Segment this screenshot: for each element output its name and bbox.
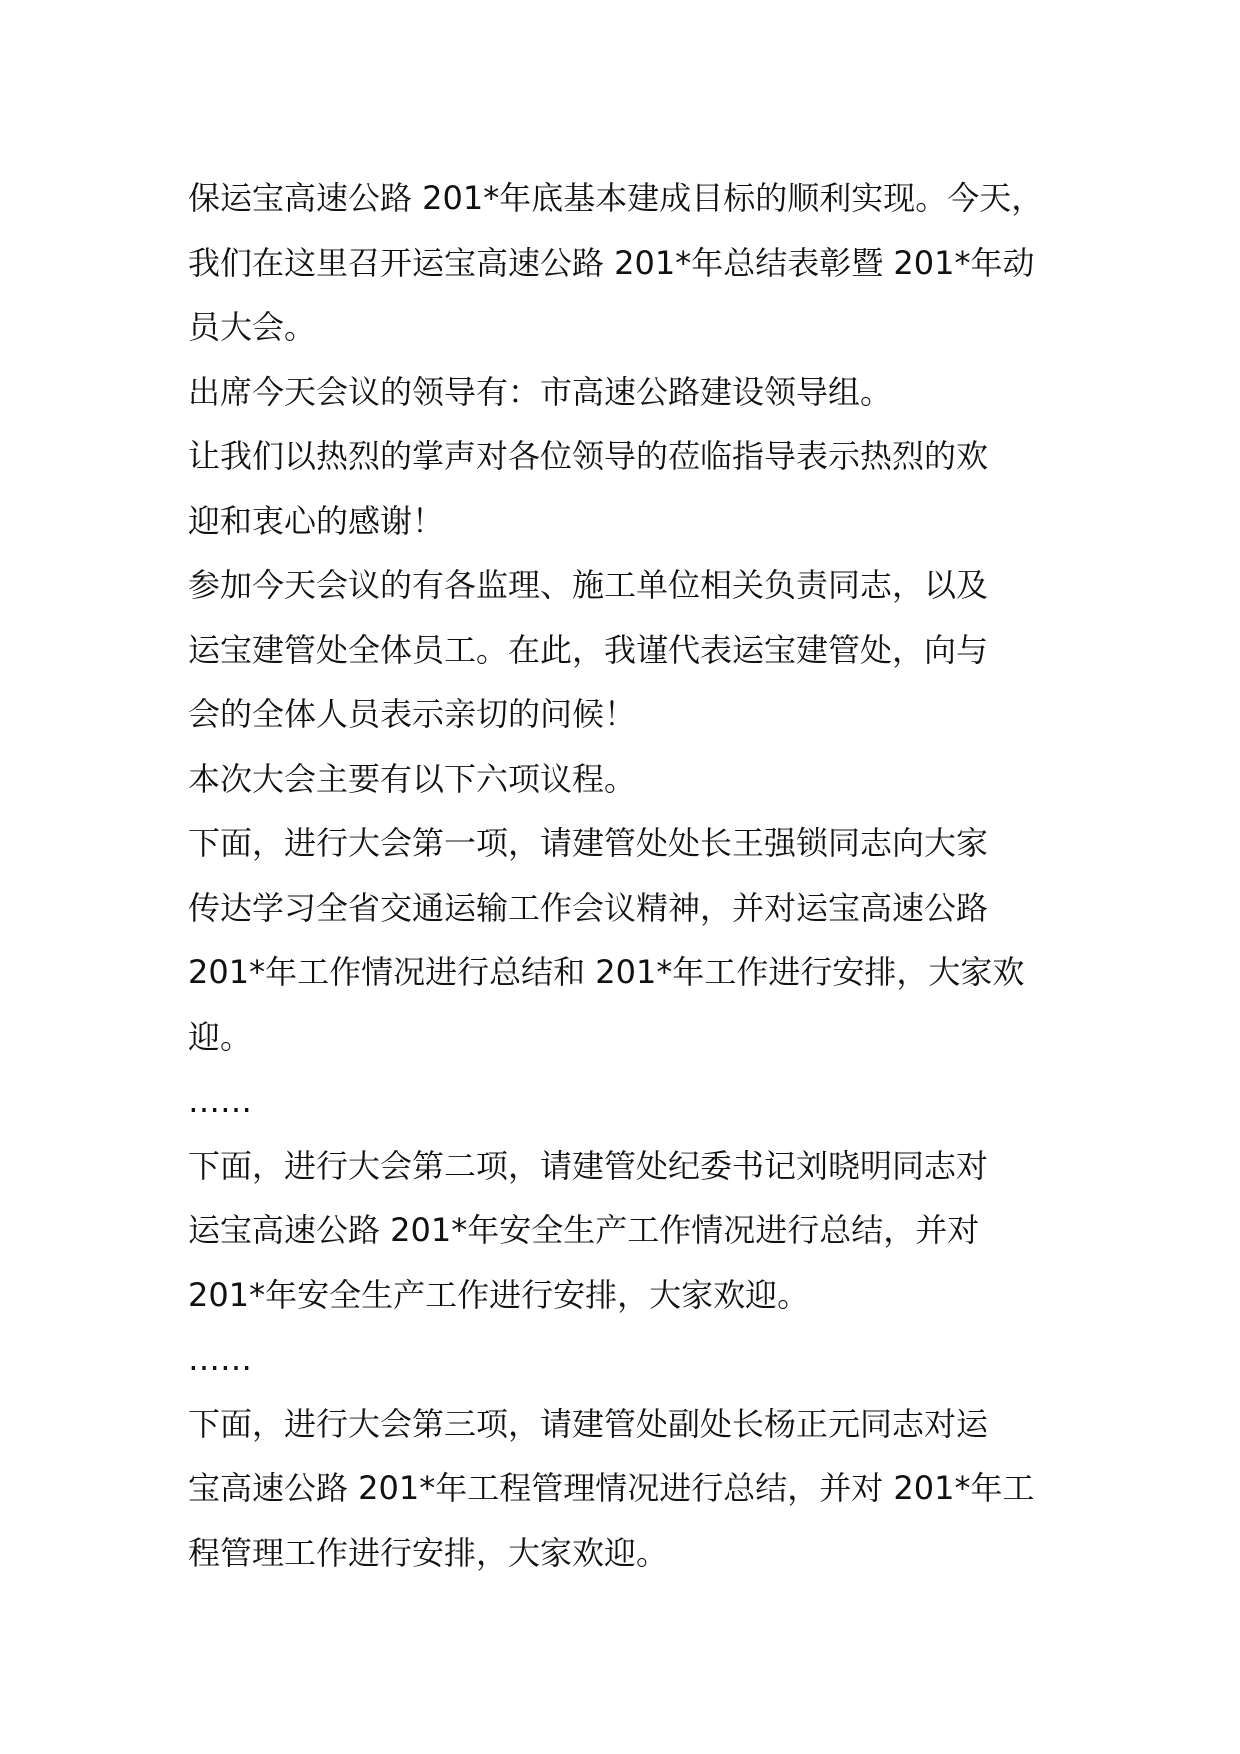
text-line: 宝高速公路 201*年工程管理情况进行总结，并对 201*年工 <box>188 1469 1035 1507</box>
text-line: 下面，进行大会第三项，请建管处副处长杨正元同志对运 <box>188 1404 989 1443</box>
text-line: 本次大会主要有以下六项议程。 <box>188 759 637 798</box>
text-line: 程管理工作进行安排，大家欢迎。 <box>188 1533 669 1572</box>
text-line: 迎。 <box>188 1017 253 1056</box>
text-line: 运宝建管处全体员工。在此，我谨代表运宝建管处，向与 <box>188 630 989 669</box>
text-line: 参加今天会议的有各监理、施工单位相关负责同志，以及 <box>188 566 989 604</box>
document-body <box>188 166 1060 1585</box>
text-line: 出席今天会议的领导有：市高速公路建设领导组。 <box>188 372 893 411</box>
text-line: 会的全体人员表示亲切的问候！ <box>188 695 637 733</box>
text-line: 员大会。 <box>188 308 317 346</box>
text-line: 201*年工作情况进行总结和 201*年工作进行安排，大家欢 <box>188 953 1025 991</box>
ellipsis-line: …… <box>188 1082 252 1120</box>
ellipsis-line: …… <box>188 1340 252 1378</box>
text-line: 下面，进行大会第一项，请建管处处长王强锁同志向大家 <box>188 824 989 862</box>
text-line: 传达学习全省交通运输工作会议精神，并对运宝高速公路 <box>188 888 989 927</box>
text-line: 下面，进行大会第二项，请建管处纪委书记刘晓明同志对 <box>188 1146 989 1185</box>
text-line: 运宝高速公路 201*年安全生产工作情况进行总结，并对 <box>188 1211 980 1249</box>
text-line: 让我们以热烈的掌声对各位领导的莅临指导表示热烈的欢 <box>188 437 989 475</box>
text-line: 我们在这里召开运宝高速公路 201*年总结表彰暨 201*年动 <box>188 243 1035 282</box>
text-line: 保运宝高速公路 201*年底基本建成目标的顺利实现。今天， <box>188 179 1044 217</box>
text-line: 迎和衷心的感谢！ <box>188 501 445 540</box>
text-line: 201*年安全生产工作进行安排，大家欢迎。 <box>188 1275 810 1314</box>
